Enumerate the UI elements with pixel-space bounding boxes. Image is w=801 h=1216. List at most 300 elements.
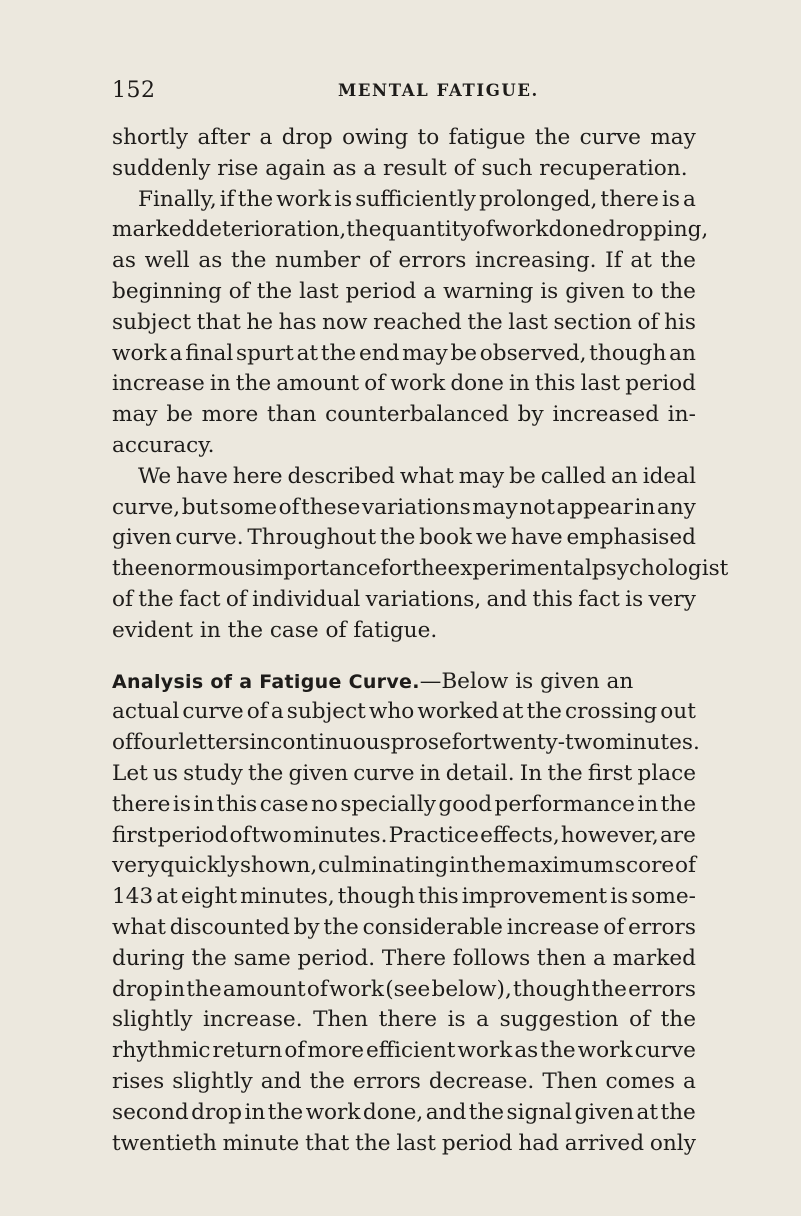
word: some- (631, 884, 696, 910)
word: work (329, 976, 385, 1002)
word: in (249, 730, 271, 756)
word: prose (390, 730, 452, 756)
word: he (246, 309, 274, 335)
word: decrease. (428, 1068, 535, 1094)
section-heading: Analysis of a Fatigue Curve. (112, 670, 420, 693)
word: then (536, 945, 587, 971)
word: spurt (236, 340, 294, 366)
word: last (580, 371, 621, 397)
word: shown, (239, 853, 318, 879)
word: sufficiently (355, 186, 476, 212)
word: the (547, 760, 583, 786)
word: given (574, 1099, 635, 1125)
word: performance (494, 791, 635, 817)
word: of (306, 976, 328, 1002)
paragraph (112, 185, 709, 462)
word: improvement (461, 884, 608, 910)
word: increase (112, 371, 205, 397)
word: arrived (564, 1130, 645, 1156)
text-line (112, 339, 696, 370)
word: curve. (175, 525, 244, 551)
paragraph (112, 462, 729, 647)
word: increased (552, 402, 660, 428)
word: these (301, 494, 361, 520)
word: the (660, 1007, 696, 1033)
word: and (260, 1068, 302, 1094)
word: work (493, 217, 549, 243)
word: below), (431, 976, 512, 1002)
word: as (198, 248, 223, 274)
text-line (112, 585, 696, 616)
word: well (144, 248, 190, 274)
word: first (587, 760, 633, 786)
word: in (244, 1099, 266, 1125)
word: in (193, 791, 215, 817)
section-gap (112, 647, 696, 667)
word: case (259, 791, 309, 817)
word: is (447, 1007, 466, 1033)
word: curve (579, 125, 641, 150)
word: actual (112, 699, 180, 725)
word: the (412, 556, 448, 582)
running-head: MENTAL FATIGUE. (338, 81, 539, 100)
word: described (287, 463, 395, 489)
word: given (288, 760, 349, 786)
word: two (251, 822, 292, 848)
word: now (322, 309, 368, 335)
word: drop (191, 1099, 243, 1125)
word: the (355, 1130, 391, 1156)
word: but (181, 494, 219, 520)
word: minutes. (605, 730, 700, 756)
word: though (513, 976, 591, 1002)
text-line (112, 821, 696, 852)
page-number: 152 (112, 78, 156, 103)
word: the (660, 278, 696, 304)
word: Throughout (247, 525, 377, 551)
word: enormous (147, 556, 256, 582)
word: a (169, 340, 183, 366)
word: book (419, 525, 473, 551)
text-line (112, 975, 696, 1006)
word: we (475, 525, 508, 551)
word: done (548, 217, 602, 243)
word: done (450, 371, 504, 397)
word: very (112, 853, 160, 879)
word: the (468, 1099, 505, 1125)
word: place (637, 760, 696, 786)
word: in (508, 371, 530, 397)
text-line (112, 882, 696, 913)
word: same (233, 945, 291, 971)
word: a (592, 945, 606, 971)
word: amount (222, 976, 306, 1002)
word: is (661, 186, 680, 212)
word: there (378, 1007, 438, 1033)
word: marked (112, 217, 196, 243)
word: there (112, 791, 171, 817)
word: though (589, 340, 667, 366)
text-line (112, 728, 700, 759)
word: variations (361, 494, 471, 520)
word: curve, (112, 494, 181, 520)
word: the (660, 791, 696, 817)
text-line (112, 308, 696, 339)
word: We (138, 463, 172, 489)
text-line (112, 913, 696, 944)
word: at (296, 340, 319, 366)
word: subject (112, 309, 192, 335)
word: work (457, 1038, 513, 1064)
text-line (112, 944, 696, 975)
word: may (650, 125, 696, 150)
word: this (418, 884, 459, 910)
text-line (112, 215, 709, 246)
text-line (112, 523, 696, 554)
word: curve (182, 699, 244, 725)
word: in- (667, 402, 696, 428)
word: last (299, 278, 339, 304)
word: of (229, 822, 251, 848)
word: called (540, 463, 607, 489)
word: be (450, 340, 478, 366)
word: in (637, 791, 659, 817)
word: culminating (317, 853, 449, 879)
word: the (235, 371, 272, 397)
word: marked (612, 945, 696, 971)
word: fact (178, 586, 221, 612)
word: warning (443, 278, 534, 304)
word: variations, (365, 586, 482, 612)
word: in (449, 853, 470, 879)
text-line (112, 1098, 696, 1129)
word: effects, (480, 822, 560, 848)
heading-line (112, 667, 696, 698)
word: Finally, (138, 186, 217, 212)
word: Then (542, 1068, 598, 1094)
word: rises (112, 1068, 165, 1094)
word: good (438, 791, 493, 817)
word: and (425, 1099, 467, 1125)
word: the (309, 1068, 345, 1094)
word: any (656, 494, 696, 520)
word: prolonged, (479, 186, 598, 212)
word: considerable (362, 914, 503, 940)
word: minutes. (292, 822, 388, 848)
word: drop (281, 125, 333, 150)
word: detail. (445, 760, 515, 786)
word: by (517, 402, 544, 428)
word: of (629, 1007, 651, 1033)
word: suggestion (499, 1007, 619, 1033)
word: observed, (479, 340, 587, 366)
word: than (267, 402, 317, 428)
word: is (334, 186, 353, 212)
word: for (380, 556, 413, 582)
word: twenty-two (483, 730, 606, 756)
word: quickly (160, 853, 240, 879)
word: may (402, 340, 448, 366)
word: the (256, 278, 293, 304)
text-line: suddenly rise again as a result of such recuperation. (112, 155, 688, 181)
word: of (364, 371, 386, 397)
word: crossing (565, 699, 658, 725)
word: for (451, 730, 484, 756)
word: period (441, 1130, 513, 1156)
word: after (197, 125, 251, 150)
word: signal (506, 1099, 573, 1125)
word: amount (276, 371, 360, 397)
text-line (112, 851, 696, 882)
word: the (191, 945, 227, 971)
word: increase. (202, 1007, 303, 1033)
word: period. (297, 945, 376, 971)
word: a (423, 278, 437, 304)
word: an (669, 340, 696, 366)
word: some (219, 494, 278, 520)
word: as (514, 1038, 539, 1064)
word: ideal (642, 463, 696, 489)
word: score (614, 853, 675, 879)
word: the (540, 1038, 576, 1064)
word: period (345, 278, 417, 304)
word: continuous (270, 730, 391, 756)
word: to (417, 125, 440, 150)
word: of (284, 1038, 306, 1064)
word: first (112, 822, 157, 848)
word: In (519, 760, 543, 786)
word: last (508, 309, 548, 335)
word: during (112, 945, 185, 971)
word: of (603, 914, 625, 940)
word: at (156, 884, 178, 910)
paragraph (112, 667, 700, 1160)
word: only (649, 1130, 696, 1156)
word: given (565, 278, 625, 304)
word: here (232, 463, 283, 489)
word: minutes, (240, 884, 335, 910)
word: that (305, 1130, 350, 1156)
word: study (183, 760, 243, 786)
word: of (674, 853, 696, 879)
word: If (605, 248, 622, 274)
word: the (267, 1099, 304, 1125)
word: of (112, 730, 133, 756)
word: letters (178, 730, 250, 756)
heading-lead-text: —Below is given an (419, 668, 634, 694)
word: rhythmic (112, 1038, 211, 1064)
word: a (259, 125, 273, 150)
word: no (310, 791, 338, 817)
word: is (625, 586, 644, 612)
word: and (486, 586, 528, 612)
word: the (237, 186, 274, 212)
word: done, (362, 1099, 424, 1125)
word: a (270, 699, 284, 725)
word: more (201, 402, 259, 428)
word: increase (506, 914, 600, 940)
word: of (225, 586, 247, 612)
word: had (518, 1130, 559, 1156)
heading-line-content (112, 667, 633, 698)
word: given (112, 525, 172, 551)
word: errors (628, 914, 696, 940)
word: may (112, 402, 158, 428)
word: a (683, 186, 696, 212)
word: the (660, 248, 696, 274)
text-line (112, 462, 696, 493)
word: there (600, 186, 659, 212)
word: are (659, 822, 696, 848)
word: the (112, 556, 148, 582)
word: errors (398, 248, 467, 274)
word: more (307, 1038, 365, 1064)
word: be (509, 463, 536, 489)
word: shortly (112, 125, 189, 150)
word: a (683, 1068, 696, 1094)
word: Practice (388, 822, 479, 848)
word: as (112, 248, 136, 274)
word: be (166, 402, 193, 428)
word: the (534, 125, 571, 150)
word: the (230, 248, 267, 274)
text-line (112, 123, 696, 154)
word: emphasised (566, 525, 696, 551)
word: us (152, 760, 178, 786)
word: last (396, 1130, 436, 1156)
word: counterbalanced (325, 402, 509, 428)
word: in (419, 760, 441, 786)
word: work (276, 186, 332, 212)
word: specially (340, 791, 436, 817)
word: twentieth (112, 1130, 217, 1156)
word: worked (417, 699, 499, 725)
word: importance (255, 556, 381, 582)
word: is (540, 278, 559, 304)
word: the (467, 309, 503, 335)
text-line (112, 697, 696, 728)
word: may (458, 463, 505, 489)
text-line (112, 277, 696, 308)
word: the (660, 1099, 696, 1125)
word: errors (352, 1068, 421, 1094)
word: his (664, 309, 696, 335)
word: fact (578, 586, 620, 612)
text-line (112, 1067, 696, 1098)
word: curve (634, 1038, 696, 1064)
word: deterioration, (195, 217, 347, 243)
word: drop (112, 976, 163, 1002)
word: final (185, 340, 234, 366)
word: work (390, 371, 446, 397)
word: the (186, 976, 222, 1002)
word: the (470, 853, 507, 879)
word: the (323, 914, 359, 940)
word: fatigue (448, 125, 526, 150)
word: that (196, 309, 241, 335)
word: not (519, 494, 555, 520)
word: reached (373, 309, 462, 335)
word: the (346, 217, 382, 243)
word: discounted (169, 914, 290, 940)
word: in (634, 494, 656, 520)
word: what (112, 914, 166, 940)
word: comes (605, 1068, 675, 1094)
text-line (112, 369, 696, 400)
word: individual (252, 586, 361, 612)
word: the (591, 976, 627, 1002)
text-line (112, 400, 696, 431)
word: is (172, 791, 191, 817)
word: minute (222, 1130, 300, 1156)
text-line (112, 185, 696, 216)
word: in (164, 976, 186, 1002)
word: a (476, 1007, 490, 1033)
word: who (368, 699, 415, 725)
word: Let (112, 760, 148, 786)
word: this (532, 586, 573, 612)
word: has (278, 309, 317, 335)
word: Then (313, 1007, 369, 1033)
word: is (610, 884, 629, 910)
word: may (472, 494, 518, 520)
word: the (380, 525, 416, 551)
word: work (112, 340, 167, 366)
text-line (112, 759, 696, 790)
word: have (176, 463, 228, 489)
word: errors (628, 976, 696, 1002)
word: slightly (112, 1007, 193, 1033)
word: owing (342, 125, 409, 150)
word: of (228, 278, 250, 304)
word: this (216, 791, 258, 817)
word: very (648, 586, 696, 612)
word: the (247, 760, 284, 786)
word: beginning (112, 278, 222, 304)
word: four (133, 730, 179, 756)
page-header (112, 78, 696, 108)
word: dropping, (602, 217, 709, 243)
paragraph (112, 123, 696, 185)
word: experimental (447, 556, 592, 582)
word: increasing. (475, 248, 597, 274)
text-line (112, 1129, 696, 1160)
word: period (157, 822, 229, 848)
word: out (660, 699, 696, 725)
word: this (534, 371, 576, 397)
word: return (212, 1038, 283, 1064)
word: if (219, 186, 235, 212)
word: of (278, 494, 300, 520)
word: maximum (506, 853, 615, 879)
word: the (320, 340, 357, 366)
word: follows (452, 945, 531, 971)
word: psychologist (591, 556, 729, 582)
word: 143 (112, 884, 154, 910)
word: have (510, 525, 563, 551)
word: work (577, 1038, 633, 1064)
word: at (630, 248, 652, 274)
text-line (112, 790, 696, 821)
word: work (305, 1099, 361, 1125)
word: of (246, 699, 268, 725)
word: efficient (366, 1038, 456, 1064)
word: section (553, 309, 632, 335)
word: appear (556, 494, 633, 520)
text-line (112, 554, 729, 585)
word: though (337, 884, 416, 910)
text-line (112, 1036, 696, 1067)
